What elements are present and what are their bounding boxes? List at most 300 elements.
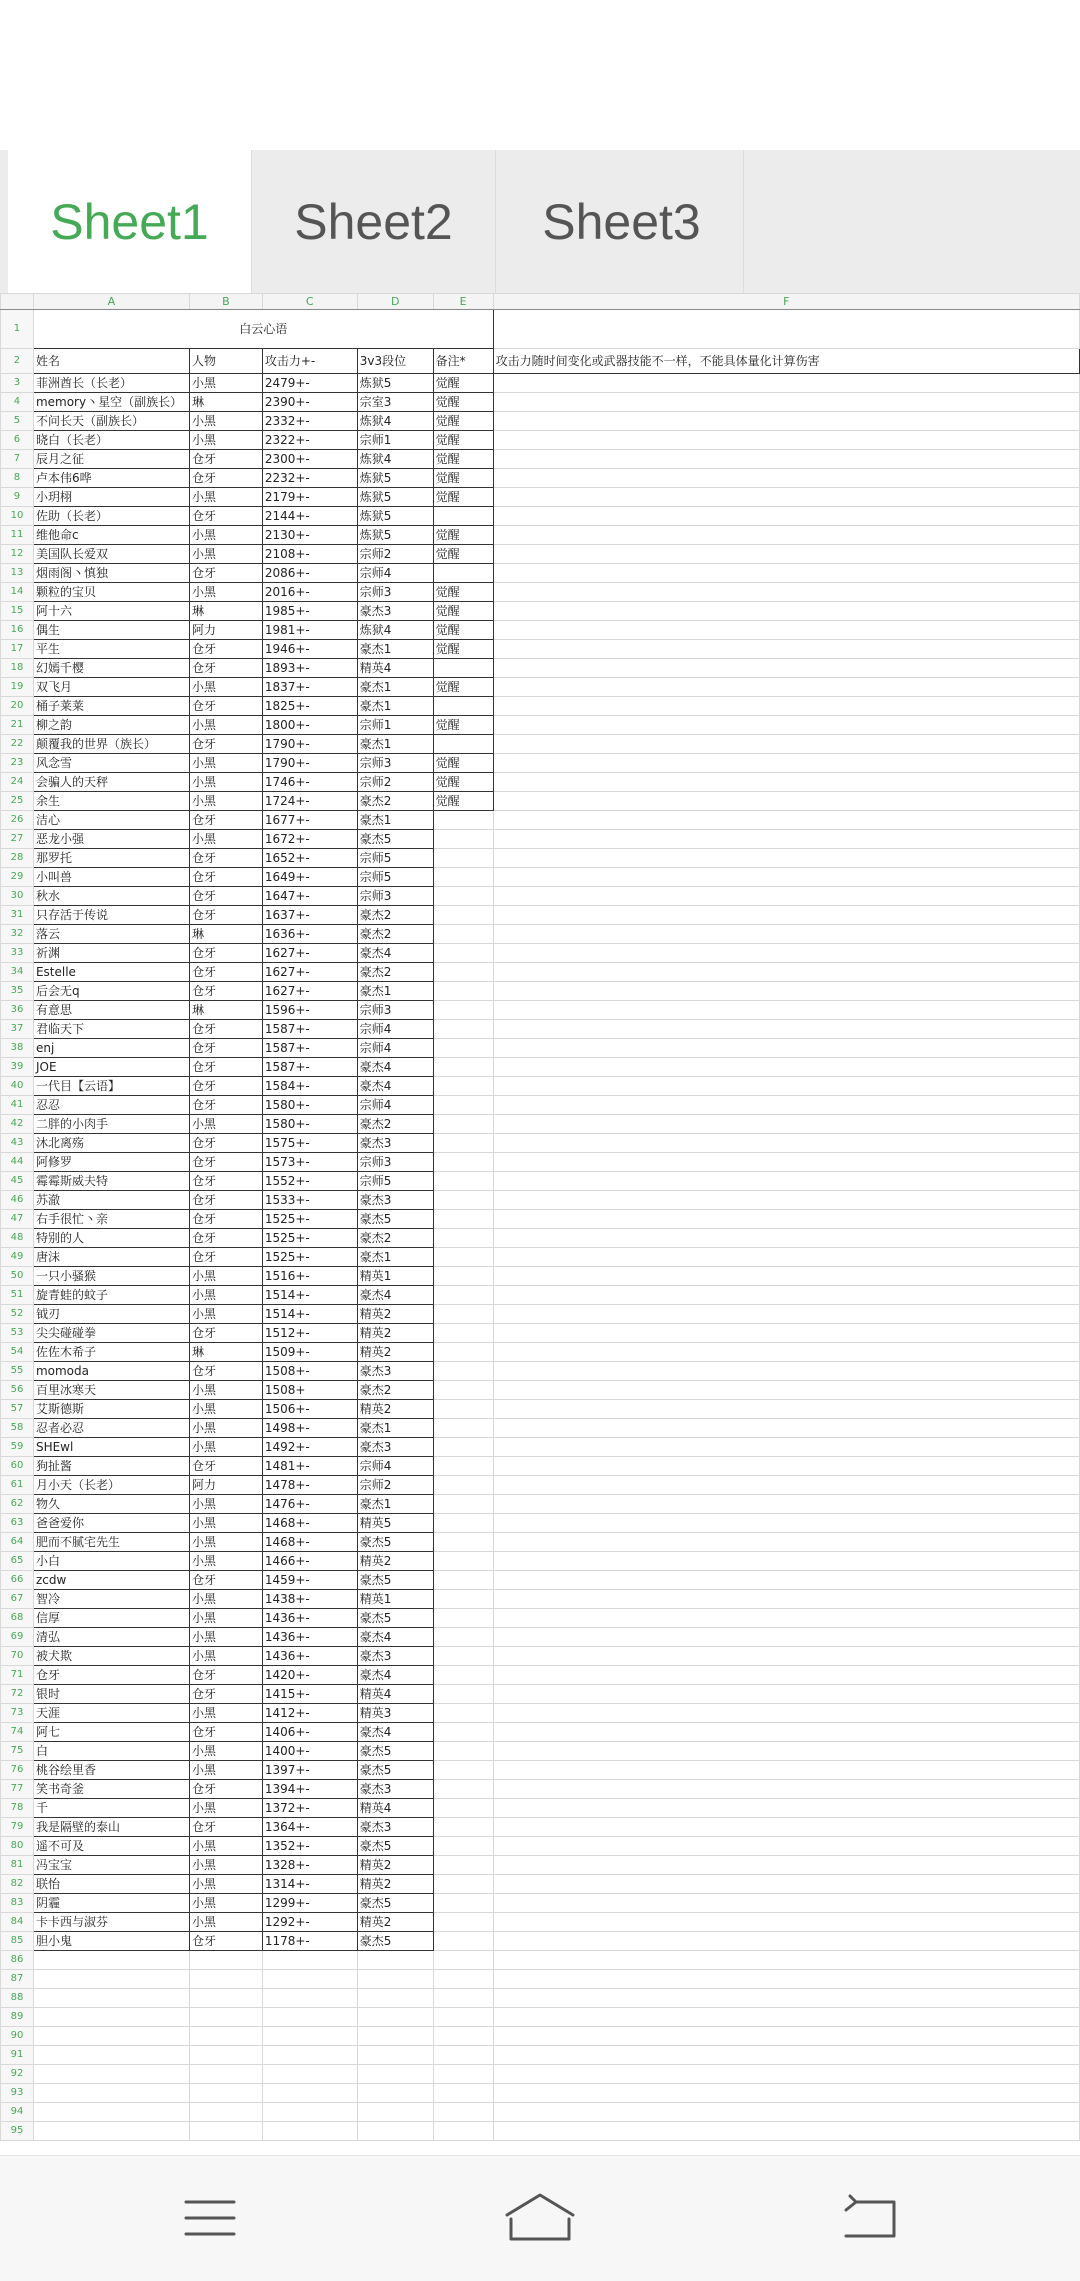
- cell-attack[interactable]: 1506+-: [262, 1400, 357, 1419]
- cell-awakening[interactable]: [433, 1932, 493, 1951]
- cell-rank[interactable]: 豪杰5: [357, 1533, 433, 1552]
- cell[interactable]: [493, 925, 1079, 944]
- cell-name[interactable]: 天涯: [33, 1704, 189, 1723]
- row-header[interactable]: 24: [1, 773, 34, 792]
- row-header[interactable]: 30: [1, 887, 34, 906]
- cell[interactable]: [493, 792, 1079, 811]
- cell-rank[interactable]: 精英2: [357, 1913, 433, 1932]
- cell-name[interactable]: 偶生: [33, 621, 189, 640]
- cell-rank[interactable]: 豪杰3: [357, 602, 433, 621]
- cell[interactable]: [433, 2008, 493, 2027]
- row-header[interactable]: 81: [1, 1856, 34, 1875]
- cell-character[interactable]: 琳: [189, 602, 262, 621]
- cell-awakening[interactable]: [433, 1001, 493, 1020]
- cell-character[interactable]: 仓牙: [189, 1191, 262, 1210]
- cell[interactable]: [33, 2008, 189, 2027]
- cell-awakening[interactable]: [433, 1552, 493, 1571]
- cell[interactable]: [493, 1286, 1079, 1305]
- cell-rank[interactable]: 宗师5: [357, 849, 433, 868]
- cell[interactable]: [493, 1913, 1079, 1932]
- cell-rank[interactable]: 炼狱5: [357, 526, 433, 545]
- cell-awakening[interactable]: [433, 1666, 493, 1685]
- cell-name[interactable]: 阴霾: [33, 1894, 189, 1913]
- cell-attack[interactable]: 1525+-: [262, 1248, 357, 1267]
- cell-attack[interactable]: 1478+-: [262, 1476, 357, 1495]
- row-header[interactable]: 67: [1, 1590, 34, 1609]
- row-header[interactable]: 5: [1, 412, 34, 431]
- cell[interactable]: [493, 1362, 1079, 1381]
- cell-attack[interactable]: 1514+-: [262, 1286, 357, 1305]
- cell-awakening[interactable]: [433, 1457, 493, 1476]
- row-header[interactable]: 68: [1, 1609, 34, 1628]
- row-header[interactable]: 1: [1, 310, 34, 349]
- row-header[interactable]: 48: [1, 1229, 34, 1248]
- cell-attack[interactable]: 1825+-: [262, 697, 357, 716]
- cell-attack[interactable]: 1481+-: [262, 1457, 357, 1476]
- row-header[interactable]: 84: [1, 1913, 34, 1932]
- cell[interactable]: [493, 374, 1079, 393]
- cell[interactable]: [493, 716, 1079, 735]
- row-header[interactable]: 15: [1, 602, 34, 621]
- cell-character[interactable]: 小黑: [189, 1381, 262, 1400]
- row-header[interactable]: 42: [1, 1115, 34, 1134]
- cell-attack[interactable]: 1509+-: [262, 1343, 357, 1362]
- cell-attack[interactable]: 2179+-: [262, 488, 357, 507]
- cell-character[interactable]: 仓牙: [189, 450, 262, 469]
- cell-name[interactable]: 维他命c: [33, 526, 189, 545]
- cell-awakening[interactable]: [433, 1761, 493, 1780]
- cell-awakening[interactable]: 觉醒: [433, 621, 493, 640]
- cell-awakening[interactable]: [433, 735, 493, 754]
- cell-attack[interactable]: 1438+-: [262, 1590, 357, 1609]
- cell-attack[interactable]: 1580+-: [262, 1115, 357, 1134]
- cell-rank[interactable]: 豪杰3: [357, 1780, 433, 1799]
- cell-rank[interactable]: 精英4: [357, 1799, 433, 1818]
- cell-character[interactable]: 小黑: [189, 1400, 262, 1419]
- cell-name[interactable]: 旋青蛙的蚊子: [33, 1286, 189, 1305]
- cell-awakening[interactable]: [433, 1419, 493, 1438]
- cell-attack[interactable]: 1420+-: [262, 1666, 357, 1685]
- cell-attack[interactable]: 1677+-: [262, 811, 357, 830]
- cell-awakening[interactable]: [433, 849, 493, 868]
- cell-character[interactable]: 仓牙: [189, 697, 262, 716]
- cell-character[interactable]: 仓牙: [189, 1172, 262, 1191]
- cell-attack[interactable]: 1466+-: [262, 1552, 357, 1571]
- cell-name[interactable]: 会骗人的天秤: [33, 773, 189, 792]
- cell-name[interactable]: 阿十六: [33, 602, 189, 621]
- cell-attack[interactable]: 1412+-: [262, 1704, 357, 1723]
- cell-attack[interactable]: 1636+-: [262, 925, 357, 944]
- row-header[interactable]: 80: [1, 1837, 34, 1856]
- cell-attack[interactable]: 2332+-: [262, 412, 357, 431]
- cell-name[interactable]: 月小天（长老）: [33, 1476, 189, 1495]
- cell-awakening[interactable]: [433, 1058, 493, 1077]
- cell-awakening[interactable]: [433, 1704, 493, 1723]
- cell-rank[interactable]: 豪杰5: [357, 1609, 433, 1628]
- cell-name[interactable]: 颗粒的宝贝: [33, 583, 189, 602]
- cell[interactable]: [189, 1951, 262, 1970]
- cell-awakening[interactable]: [433, 1400, 493, 1419]
- cell-character[interactable]: 仓牙: [189, 887, 262, 906]
- row-header[interactable]: 72: [1, 1685, 34, 1704]
- note-cell[interactable]: 攻击力随时间变化或武器技能不一样，不能具体量化计算伤害: [493, 349, 1079, 374]
- cell-awakening[interactable]: 觉醒: [433, 431, 493, 450]
- cell[interactable]: [493, 1438, 1079, 1457]
- cell-rank[interactable]: 宗师4: [357, 1096, 433, 1115]
- cell-character[interactable]: 小黑: [189, 678, 262, 697]
- cell-rank[interactable]: 精英2: [357, 1343, 433, 1362]
- row-header[interactable]: 46: [1, 1191, 34, 1210]
- cell-attack[interactable]: 1436+-: [262, 1628, 357, 1647]
- cell-name[interactable]: 小玥栩: [33, 488, 189, 507]
- cell-character[interactable]: 阿力: [189, 1476, 262, 1495]
- cell-awakening[interactable]: [433, 1134, 493, 1153]
- cell-name[interactable]: 胆小鬼: [33, 1932, 189, 1951]
- cell-character[interactable]: 小黑: [189, 583, 262, 602]
- cell-name[interactable]: 被犬欺: [33, 1647, 189, 1666]
- row-header[interactable]: 66: [1, 1571, 34, 1590]
- row-header[interactable]: 34: [1, 963, 34, 982]
- cell-attack[interactable]: 1436+-: [262, 1609, 357, 1628]
- cell-name[interactable]: 晓白（长老）: [33, 431, 189, 450]
- row-header[interactable]: 55: [1, 1362, 34, 1381]
- cell-rank[interactable]: 豪杰5: [357, 1837, 433, 1856]
- row-header[interactable]: 38: [1, 1039, 34, 1058]
- cell-awakening[interactable]: 觉醒: [433, 716, 493, 735]
- cell-name[interactable]: 肥而不腻宅先生: [33, 1533, 189, 1552]
- cell-rank[interactable]: 宗师3: [357, 1001, 433, 1020]
- cell[interactable]: [493, 1001, 1079, 1020]
- cell-attack[interactable]: 2390+-: [262, 393, 357, 412]
- cell-attack[interactable]: 1364+-: [262, 1818, 357, 1837]
- cell[interactable]: [493, 1096, 1079, 1115]
- cell-rank[interactable]: 豪杰3: [357, 1134, 433, 1153]
- cell[interactable]: [33, 1970, 189, 1989]
- cell-name[interactable]: 君临天下: [33, 1020, 189, 1039]
- cell-character[interactable]: 仓牙: [189, 469, 262, 488]
- cell-awakening[interactable]: [433, 1799, 493, 1818]
- cell-awakening[interactable]: [433, 564, 493, 583]
- cell-awakening[interactable]: [433, 1875, 493, 1894]
- cell-character[interactable]: 仓牙: [189, 1248, 262, 1267]
- cell-rank[interactable]: 宗师3: [357, 754, 433, 773]
- cell[interactable]: [357, 2046, 433, 2065]
- cell-awakening[interactable]: [433, 1248, 493, 1267]
- cell-name[interactable]: 忍忍: [33, 1096, 189, 1115]
- cell-name[interactable]: 有意思: [33, 1001, 189, 1020]
- cell[interactable]: [262, 2065, 357, 2084]
- cell-rank[interactable]: 豪杰3: [357, 1818, 433, 1837]
- cell-character[interactable]: 小黑: [189, 1286, 262, 1305]
- cell[interactable]: [493, 1552, 1079, 1571]
- cell-awakening[interactable]: [433, 697, 493, 716]
- row-header[interactable]: 61: [1, 1476, 34, 1495]
- cell[interactable]: [493, 1495, 1079, 1514]
- cell-attack[interactable]: 2086+-: [262, 564, 357, 583]
- cell-character[interactable]: 小黑: [189, 1419, 262, 1438]
- menu-button[interactable]: [150, 2178, 270, 2258]
- cell-character[interactable]: 小黑: [189, 1894, 262, 1913]
- cell-name[interactable]: 冯宝宝: [33, 1856, 189, 1875]
- cell-attack[interactable]: 1637+-: [262, 906, 357, 925]
- cell-character[interactable]: 仓牙: [189, 1134, 262, 1153]
- cell-rank[interactable]: 宗师2: [357, 773, 433, 792]
- cell-name[interactable]: 二胖的小肉手: [33, 1115, 189, 1134]
- cell-awakening[interactable]: [433, 1020, 493, 1039]
- cell-awakening[interactable]: [433, 507, 493, 526]
- row-header[interactable]: 27: [1, 830, 34, 849]
- cell[interactable]: [493, 811, 1079, 830]
- cell-rank[interactable]: 精英4: [357, 1685, 433, 1704]
- cell[interactable]: [493, 2103, 1079, 2122]
- cell-awakening[interactable]: [433, 925, 493, 944]
- cell[interactable]: [493, 887, 1079, 906]
- row-header[interactable]: 92: [1, 2065, 34, 2084]
- cell-attack[interactable]: 1525+-: [262, 1210, 357, 1229]
- cell-rank[interactable]: 炼狱4: [357, 412, 433, 431]
- cell-rank[interactable]: 豪杰5: [357, 1761, 433, 1780]
- cell-awakening[interactable]: 觉醒: [433, 773, 493, 792]
- row-header[interactable]: 52: [1, 1305, 34, 1324]
- row-header[interactable]: 8: [1, 469, 34, 488]
- cell[interactable]: [493, 1039, 1079, 1058]
- cell[interactable]: [433, 2103, 493, 2122]
- cell[interactable]: [33, 2027, 189, 2046]
- cell-attack[interactable]: 1372+-: [262, 1799, 357, 1818]
- row-header[interactable]: 3: [1, 374, 34, 393]
- cell-awakening[interactable]: 觉醒: [433, 488, 493, 507]
- row-header[interactable]: 31: [1, 906, 34, 925]
- cell-awakening[interactable]: [433, 887, 493, 906]
- cell-attack[interactable]: 1552+-: [262, 1172, 357, 1191]
- cell[interactable]: [493, 1191, 1079, 1210]
- cell[interactable]: [493, 564, 1079, 583]
- cell-name[interactable]: 物久: [33, 1495, 189, 1514]
- cell-character[interactable]: 小黑: [189, 1742, 262, 1761]
- header-cell-name[interactable]: 姓名: [33, 349, 189, 374]
- cell-name[interactable]: 卢本伟6哗: [33, 469, 189, 488]
- cell[interactable]: [33, 2103, 189, 2122]
- cell[interactable]: [493, 2084, 1079, 2103]
- cell-attack[interactable]: 2232+-: [262, 469, 357, 488]
- cell-character[interactable]: 小黑: [189, 374, 262, 393]
- cell-rank[interactable]: 炼狱5: [357, 507, 433, 526]
- cell[interactable]: [493, 1077, 1079, 1096]
- corner-cell[interactable]: [1, 294, 34, 310]
- cell[interactable]: [493, 1970, 1079, 1989]
- cell-attack[interactable]: 1746+-: [262, 773, 357, 792]
- cell-character[interactable]: 仓牙: [189, 1362, 262, 1381]
- cell-character[interactable]: 琳: [189, 1343, 262, 1362]
- cell-name[interactable]: 平生: [33, 640, 189, 659]
- cell-name[interactable]: 烟雨阁丶慎独: [33, 564, 189, 583]
- cell-character[interactable]: 小黑: [189, 754, 262, 773]
- cell-rank[interactable]: 炼狱4: [357, 621, 433, 640]
- cell-rank[interactable]: 豪杰1: [357, 1495, 433, 1514]
- cell[interactable]: [493, 450, 1079, 469]
- cell-name[interactable]: 小白: [33, 1552, 189, 1571]
- cell[interactable]: [262, 2008, 357, 2027]
- cell-awakening[interactable]: [433, 1153, 493, 1172]
- spreadsheet-grid[interactable]: [0, 293, 1080, 2155]
- cell[interactable]: [189, 2027, 262, 2046]
- row-header[interactable]: 29: [1, 868, 34, 887]
- column-header-d[interactable]: D: [357, 294, 433, 310]
- cell-name[interactable]: memory丶星空（副族长）: [33, 393, 189, 412]
- cell[interactable]: [493, 2008, 1079, 2027]
- cell[interactable]: [262, 2103, 357, 2122]
- cell-character[interactable]: 仓牙: [189, 1780, 262, 1799]
- cell[interactable]: [33, 2065, 189, 2084]
- cell-name[interactable]: 佐佐木希子: [33, 1343, 189, 1362]
- row-header[interactable]: 85: [1, 1932, 34, 1951]
- cell-awakening[interactable]: [433, 1476, 493, 1495]
- cell-character[interactable]: 小黑: [189, 1647, 262, 1666]
- cell-attack[interactable]: 1573+-: [262, 1153, 357, 1172]
- cell-rank[interactable]: 豪杰2: [357, 925, 433, 944]
- cell-attack[interactable]: 1533+-: [262, 1191, 357, 1210]
- row-header[interactable]: 70: [1, 1647, 34, 1666]
- row-header[interactable]: 28: [1, 849, 34, 868]
- cell-character[interactable]: 仓牙: [189, 1153, 262, 1172]
- cell[interactable]: [493, 1229, 1079, 1248]
- cell-attack[interactable]: 1476+-: [262, 1495, 357, 1514]
- cell[interactable]: [493, 1647, 1079, 1666]
- cell-attack[interactable]: 1627+-: [262, 963, 357, 982]
- cell[interactable]: [493, 1856, 1079, 1875]
- cell[interactable]: [433, 1989, 493, 2008]
- cell[interactable]: [493, 431, 1079, 450]
- cell-attack[interactable]: 1580+-: [262, 1096, 357, 1115]
- cell[interactable]: [493, 1894, 1079, 1913]
- cell-character[interactable]: 仓牙: [189, 735, 262, 754]
- cell[interactable]: [357, 1951, 433, 1970]
- cell-awakening[interactable]: 觉醒: [433, 393, 493, 412]
- cell[interactable]: [493, 830, 1079, 849]
- cell-awakening[interactable]: [433, 1077, 493, 1096]
- row-header[interactable]: 59: [1, 1438, 34, 1457]
- cell-name[interactable]: 辰月之征: [33, 450, 189, 469]
- cell-rank[interactable]: 豪杰5: [357, 1571, 433, 1590]
- cell-awakening[interactable]: [433, 1343, 493, 1362]
- cell[interactable]: [493, 906, 1079, 925]
- cell-attack[interactable]: 1985+-: [262, 602, 357, 621]
- cell[interactable]: [357, 2065, 433, 2084]
- cell-rank[interactable]: 豪杰5: [357, 1742, 433, 1761]
- row-header[interactable]: 16: [1, 621, 34, 640]
- cell-character[interactable]: 仓牙: [189, 1457, 262, 1476]
- column-header-c[interactable]: C: [262, 294, 357, 310]
- row-header[interactable]: 9: [1, 488, 34, 507]
- cell-character[interactable]: 仓牙: [189, 1020, 262, 1039]
- cell-attack[interactable]: 1525+-: [262, 1229, 357, 1248]
- cell-character[interactable]: 小黑: [189, 1856, 262, 1875]
- row-header[interactable]: 77: [1, 1780, 34, 1799]
- cell-name[interactable]: 阿七: [33, 1723, 189, 1742]
- cell-name[interactable]: 颠覆我的世界（族长）: [33, 735, 189, 754]
- row-header[interactable]: 17: [1, 640, 34, 659]
- cell-rank[interactable]: 豪杰2: [357, 963, 433, 982]
- row-header[interactable]: 33: [1, 944, 34, 963]
- row-header[interactable]: 2: [1, 349, 34, 374]
- cell[interactable]: [357, 1970, 433, 1989]
- cell-name[interactable]: 钺刃: [33, 1305, 189, 1324]
- cell-awakening[interactable]: [433, 1723, 493, 1742]
- cell-rank[interactable]: 精英2: [357, 1875, 433, 1894]
- cell-character[interactable]: 仓牙: [189, 963, 262, 982]
- cell-attack[interactable]: 2479+-: [262, 374, 357, 393]
- cell-awakening[interactable]: [433, 811, 493, 830]
- cell-rank[interactable]: 宗师4: [357, 1039, 433, 1058]
- cell[interactable]: [493, 1837, 1079, 1856]
- cell-rank[interactable]: 宗师3: [357, 887, 433, 906]
- cell-character[interactable]: 仓牙: [189, 1210, 262, 1229]
- cell-attack[interactable]: 1575+-: [262, 1134, 357, 1153]
- cell-character[interactable]: 仓牙: [189, 1818, 262, 1837]
- cell-attack[interactable]: 1512+-: [262, 1324, 357, 1343]
- cell-awakening[interactable]: 觉醒: [433, 469, 493, 488]
- cell[interactable]: [493, 1799, 1079, 1818]
- cell[interactable]: [493, 1742, 1079, 1761]
- cell-character[interactable]: 小黑: [189, 773, 262, 792]
- cell-attack[interactable]: 1436+-: [262, 1647, 357, 1666]
- cell-name[interactable]: 银时: [33, 1685, 189, 1704]
- cell-name[interactable]: 右手很忙丶亲: [33, 1210, 189, 1229]
- row-header[interactable]: 63: [1, 1514, 34, 1533]
- cell-character[interactable]: 小黑: [189, 431, 262, 450]
- cell[interactable]: [433, 1951, 493, 1970]
- cell[interactable]: [433, 2046, 493, 2065]
- cell-name[interactable]: 仓牙: [33, 1666, 189, 1685]
- cell-name[interactable]: 祈渊: [33, 944, 189, 963]
- cell[interactable]: [493, 393, 1079, 412]
- cell-name[interactable]: 桃谷绘里香: [33, 1761, 189, 1780]
- cell-awakening[interactable]: 觉醒: [433, 412, 493, 431]
- cell-awakening[interactable]: [433, 1495, 493, 1514]
- cell-character[interactable]: 仓牙: [189, 868, 262, 887]
- cell-character[interactable]: 小黑: [189, 1913, 262, 1932]
- cell-character[interactable]: 仓牙: [189, 1666, 262, 1685]
- cell-character[interactable]: 仓牙: [189, 1039, 262, 1058]
- cell[interactable]: [493, 2046, 1079, 2065]
- cell[interactable]: [262, 1989, 357, 2008]
- cell[interactable]: [493, 982, 1079, 1001]
- row-header[interactable]: 45: [1, 1172, 34, 1191]
- cell-rank[interactable]: 豪杰4: [357, 1666, 433, 1685]
- cell-character[interactable]: 仓牙: [189, 982, 262, 1001]
- cell-awakening[interactable]: [433, 1628, 493, 1647]
- cell-attack[interactable]: 1837+-: [262, 678, 357, 697]
- cell[interactable]: [189, 2008, 262, 2027]
- cell-awakening[interactable]: 觉醒: [433, 526, 493, 545]
- cell-character[interactable]: 仓牙: [189, 1723, 262, 1742]
- cell-character[interactable]: 仓牙: [189, 564, 262, 583]
- cell[interactable]: [493, 1989, 1079, 2008]
- cell[interactable]: [493, 1153, 1079, 1172]
- cell-attack[interactable]: 1627+-: [262, 944, 357, 963]
- row-header[interactable]: 93: [1, 2084, 34, 2103]
- cell[interactable]: [433, 2084, 493, 2103]
- cell-awakening[interactable]: [433, 1115, 493, 1134]
- row-header[interactable]: 74: [1, 1723, 34, 1742]
- cell-attack[interactable]: 1328+-: [262, 1856, 357, 1875]
- cell[interactable]: [33, 1989, 189, 2008]
- cell-character[interactable]: 小黑: [189, 1704, 262, 1723]
- cell-name[interactable]: 艾斯德斯: [33, 1400, 189, 1419]
- cell-rank[interactable]: 精英5: [357, 1514, 433, 1533]
- row-header[interactable]: 25: [1, 792, 34, 811]
- cell-awakening[interactable]: [433, 1286, 493, 1305]
